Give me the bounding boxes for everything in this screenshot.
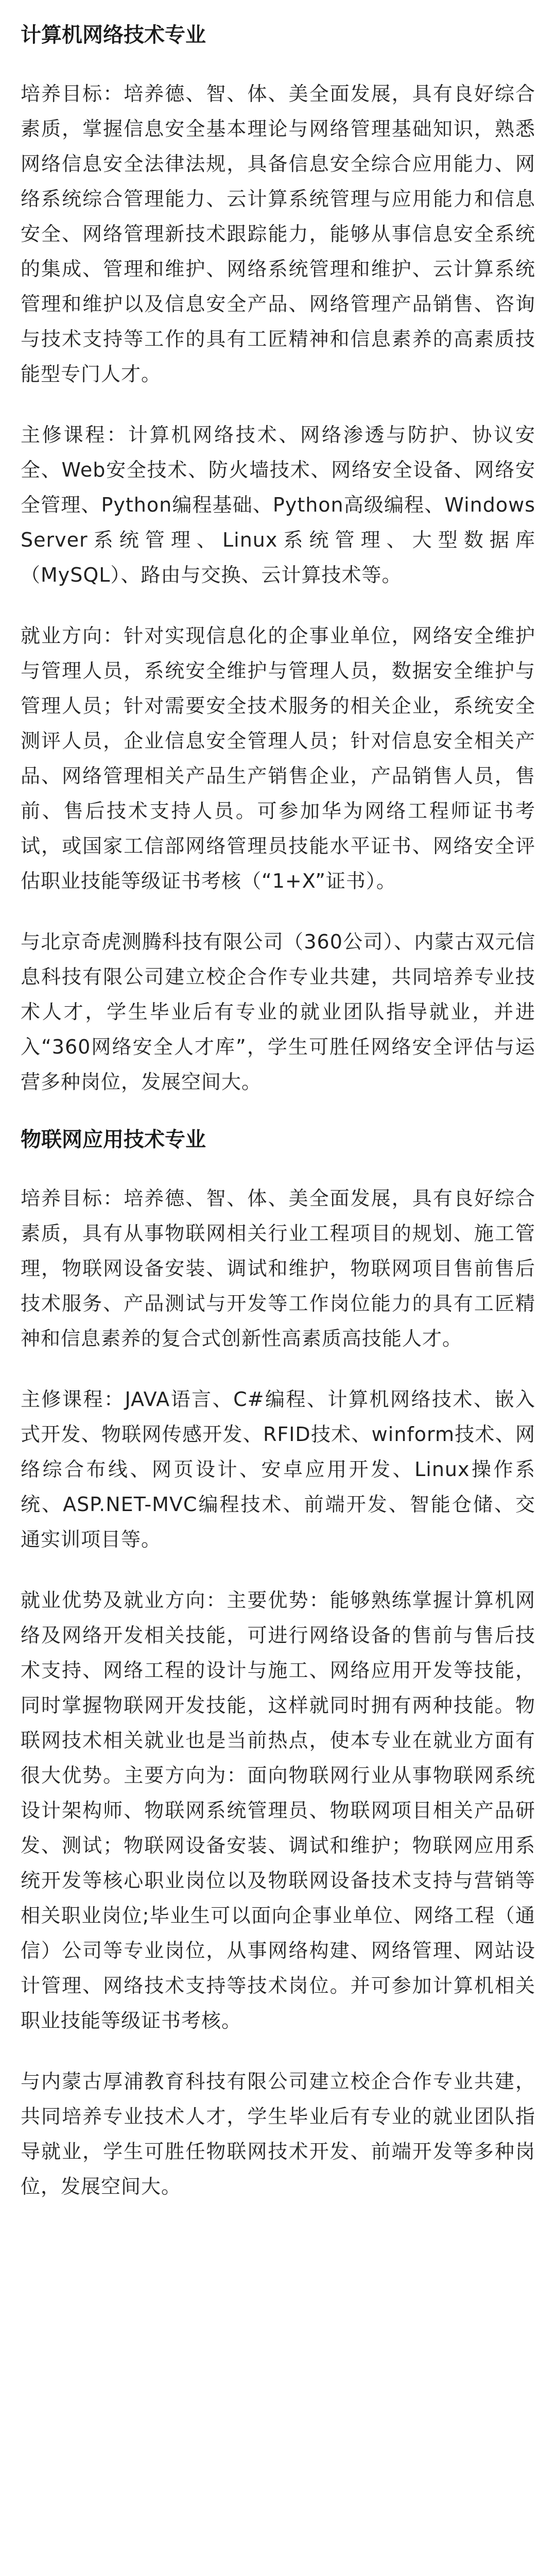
paragraph-iot-partner: 与内蒙古厚浦教育科技有限公司建立校企合作专业共建，共同培养专业技术人才，学生毕业后有专业的就业团队指导就业，学生可胜任物联网技术开发、前端开发等多种岗位，发展空间大。 — [21, 2070, 535, 2198]
paragraph-iot-career: 就业优势及就业方向：主要优势：能够熟练掌握计算机网络及网络开发相关技能，可进行网络设备的售前与售后技术支持、网络工程的设计与施工、网络应用开发等技能，同时掌握物联网开发技能，这样就同时拥有两种技能。物联网技术相关就业也是当前热点，使本专业在就业方面有很大优势。主要方向为：面向物联网行业从事物联网系统设计架构师、物联网系统管理员、物联网项目相关产品研发、测试；物联网设备安装、调试和维护；物联网应用系统开发等核心职业岗位以及物联网设备技术支持与营销等相关职业岗位;毕业生可以面向企事业单位、网络工程（通信）公司等专业岗位，从事网络构建、网络管理、网站设计管理、网络技术支持等技术岗位。并可参加计算机相关职业技能等级证书考核。 — [21, 1589, 535, 2032]
paragraph-network-goal: 培养目标：培养德、智、体、美全面发展，具有良好综合素质，掌握信息安全基本理论与网络管理基础知识，熟悉网络信息安全法律法规，具备信息安全综合应用能力、网络系统综合管理能力、云计算系统管理与应用能力和信息安全、网络管理新技术跟踪能力，能够从事信息安全系统的集成、管理和维护、网络系统管理和维护、云计算系统管理和维护以及信息安全产品、网络管理产品销售、咨询与技术支持等工作的具有工匠精神和信息素养的高素质技能型专门人才。 — [21, 82, 535, 385]
paragraph-network-partner: 与北京奇虎测腾科技有限公司（360公司）、内蒙古双元信息科技有限公司建立校企合作专业共建，共同培养专业技术人才，学生毕业后有专业的就业团队指导就业，并进入“360网络安全人才库”，学生可胜任网络安全评估与运营多种岗位，发展空间大。 — [21, 930, 535, 1093]
paragraph-iot-courses: 主修课程：JAVA语言、C#编程、计算机网络技术、嵌入式开发、物联网传感开发、RFID技术、winform技术、网络综合布线、网页设计、安卓应用开发、Linux操作系统、ASP.NET-MVC编程技术、前端开发、智能仓储、交通实训项目等。 — [21, 1388, 535, 1551]
paragraph-network-courses: 主修课程：计算机网络技术、网络渗透与防护、协议安全、Web安全技术、防火墙技术、网络安全设备、网络安全管理、Python编程基础、Python高级编程、Windows Server系统管理、Linux系统管理、大型数据库（MySQL）、路由与交换、云计算技术等。 — [21, 423, 535, 586]
section-title-network: 计算机网络技术专业 — [21, 23, 206, 47]
section-title-iot: 物联网应用技术专业 — [21, 1128, 206, 1151]
paragraph-network-career: 就业方向：针对实现信息化的企事业单位，网络安全维护与管理人员，系统安全维护与管理人员，数据安全维护与管理人员；针对需要安全技术服务的相关企业，系统安全测评人员，企业信息安全管理人员；针对信息安全相关产品、网络管理相关产品生产销售企业，产品销售人员，售前、售后技术支持人员。可参加华为网络工程师证书考试，或国家工信部网络管理员技能水平证书、网络安全评估职业技能等级证书考核（“1+X”证书）。 — [21, 624, 535, 892]
paragraph-iot-goal: 培养目标：培养德、智、体、美全面发展，具有良好综合素质，具有从事物联网相关行业工程项目的规划、施工管理，物联网设备安装、调试和维护，物联网项目售前售后技术服务、产品测试与开发等工作岗位能力的具有工匠精神和信息素养的复合式创新性高素质高技能人才。 — [21, 1187, 535, 1350]
